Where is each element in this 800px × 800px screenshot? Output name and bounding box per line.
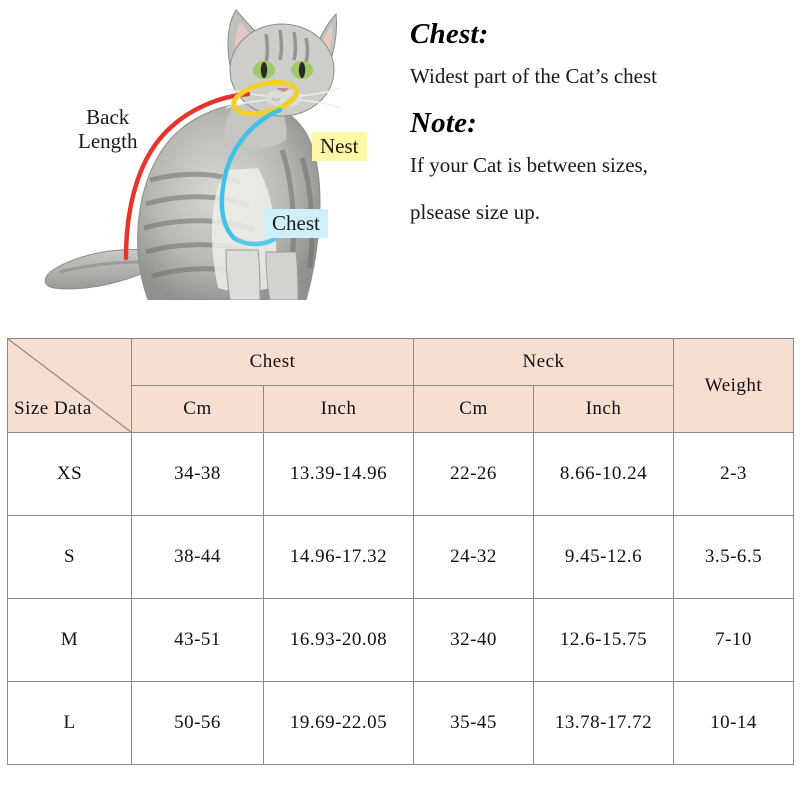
cell-neck-cm: 22-26 bbox=[414, 433, 534, 516]
cell-neck-inch: 9.45-12.6 bbox=[534, 516, 674, 599]
cat-illustration-area bbox=[0, 0, 400, 330]
size-table bbox=[7, 338, 794, 765]
cell-chest-inch: 14.96-17.32 bbox=[264, 516, 414, 599]
cell-chest-inch: 19.69-22.05 bbox=[264, 682, 414, 765]
header-chest: Chest bbox=[132, 339, 414, 386]
cell-weight-kg: 10-14 bbox=[674, 682, 794, 765]
table-header-row-groups bbox=[8, 339, 794, 386]
table-row bbox=[8, 516, 794, 599]
cell-neck-inch: 12.6-15.75 bbox=[534, 599, 674, 682]
callout-nest: Nest bbox=[312, 132, 367, 161]
callout-back-length-line2: Length bbox=[78, 129, 138, 154]
info-section bbox=[0, 0, 800, 330]
size-chart bbox=[7, 338, 793, 765]
table-row bbox=[8, 599, 794, 682]
cell-chest-cm: 38-44 bbox=[132, 516, 264, 599]
chest-heading: Chest: bbox=[410, 18, 489, 50]
cell-size: S bbox=[8, 516, 132, 599]
header-neck-cm: Cm bbox=[414, 386, 534, 433]
cell-neck-cm: 35-45 bbox=[414, 682, 534, 765]
note-line-1: If your Cat is between sizes, bbox=[410, 153, 648, 178]
cell-weight-kg: 3.5-6.5 bbox=[674, 516, 794, 599]
callout-back-length bbox=[78, 105, 137, 153]
measurement-notes bbox=[410, 18, 790, 243]
note-line-2: plsease size up. bbox=[410, 199, 541, 224]
cell-chest-cm: 50-56 bbox=[132, 682, 264, 765]
chest-description: Widest part of the Cat’s chest bbox=[410, 64, 658, 88]
cell-chest-inch: 13.39-14.96 bbox=[264, 433, 414, 516]
callout-back-length-line1: Back bbox=[86, 105, 130, 129]
cell-weight-kg: 7-10 bbox=[674, 599, 794, 682]
cell-size: L bbox=[8, 682, 132, 765]
cell-size: M bbox=[8, 599, 132, 682]
header-neck: Neck bbox=[414, 339, 674, 386]
corner-label: Size Data bbox=[14, 398, 92, 419]
table-row bbox=[8, 433, 794, 516]
cell-chest-cm: 43-51 bbox=[132, 599, 264, 682]
cell-neck-cm: 32-40 bbox=[414, 599, 534, 682]
note-heading: Note: bbox=[410, 107, 478, 140]
table-row bbox=[8, 682, 794, 765]
cell-neck-inch: 8.66-10.24 bbox=[534, 433, 674, 516]
header-chest-cm: Cm bbox=[132, 386, 264, 433]
callout-chest: Chest bbox=[264, 209, 328, 238]
header-chest-inch: Inch bbox=[264, 386, 414, 433]
cell-neck-cm: 24-32 bbox=[414, 516, 534, 599]
cell-chest-inch: 16.93-20.08 bbox=[264, 599, 414, 682]
cell-chest-cm: 34-38 bbox=[132, 433, 264, 516]
header-neck-inch: Inch bbox=[534, 386, 674, 433]
cell-weight-kg: 2-3 bbox=[674, 433, 794, 516]
cell-neck-inch: 13.78-17.72 bbox=[534, 682, 674, 765]
header-weight: Weight bbox=[674, 339, 794, 433]
table-corner-cell bbox=[8, 339, 132, 433]
cell-size: XS bbox=[8, 433, 132, 516]
